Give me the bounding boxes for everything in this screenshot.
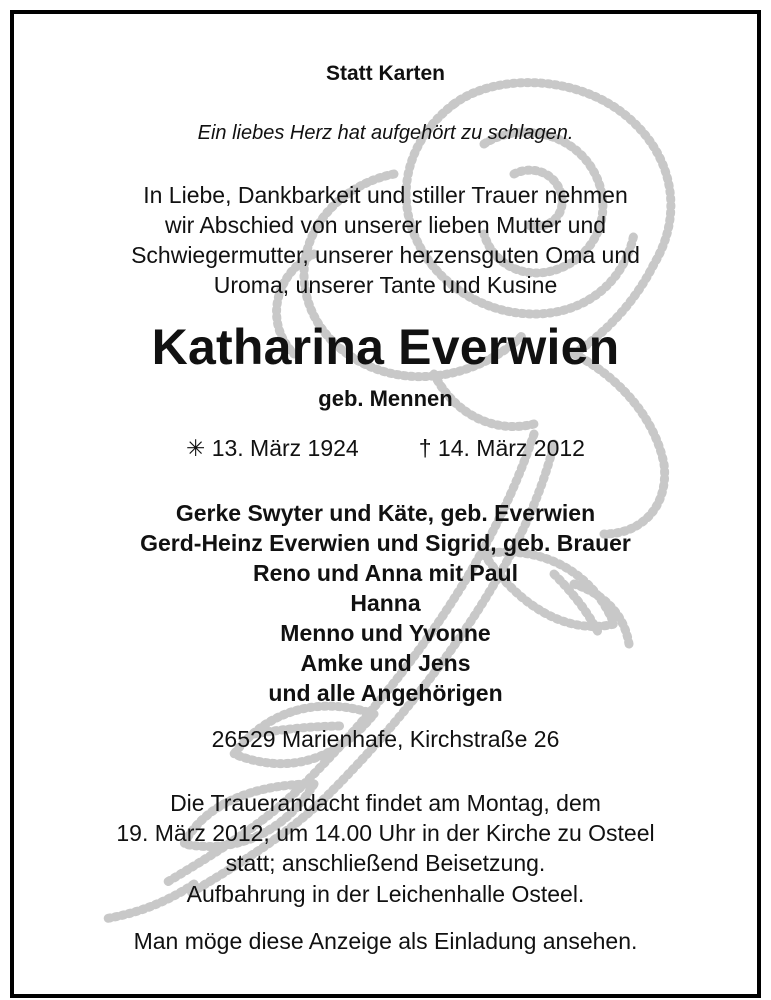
birth-name: geb. Mennen xyxy=(318,386,453,411)
mourner-line: Menno und Yvonne xyxy=(280,620,491,646)
viewing-info: Aufbahrung in der Leichenhalle Osteel. xyxy=(186,881,585,907)
intro-line: Uroma, unserer Tante und Kusine xyxy=(213,272,558,298)
invitation-note: Man möge diese Anzeige als Einladung ansehen. xyxy=(133,928,638,954)
service-details xyxy=(14,788,757,878)
family-address: 26529 Marienhafe, Kirchstraße 26 xyxy=(211,726,560,752)
notice-motto: Ein liebes Herz hat aufgehört zu schlagen. xyxy=(197,122,574,144)
mourners-list xyxy=(14,498,757,708)
intro-line: wir Abschied von unserer lieben Mutter und xyxy=(164,212,607,238)
death-date: † 14. März 2012 xyxy=(418,435,585,461)
mourner-line: Gerd-Heinz Everwien und Sigrid, geb. Brauer xyxy=(140,530,631,556)
mourner-line: Gerke Swyter und Käte, geb. Everwien xyxy=(175,500,596,526)
service-line: statt; anschließend Beisetzung. xyxy=(225,850,546,876)
service-line: 19. März 2012, um 14.00 Uhr in der Kirche zu Osteel xyxy=(116,820,655,846)
mourner-line: Hanna xyxy=(350,590,421,616)
intro-line: In Liebe, Dankbarkeit und stiller Trauer nehmen xyxy=(143,182,628,208)
mourner-line: Amke und Jens xyxy=(300,650,471,676)
obituary-notice xyxy=(10,10,761,998)
life-dates xyxy=(14,435,757,462)
intro-line: Schwiegermutter, unserer herzensguten Oma und xyxy=(131,242,640,268)
deceased-name: Katharina Everwien xyxy=(151,319,620,375)
intro-text xyxy=(14,180,757,300)
mourner-line: und alle Angehörigen xyxy=(268,680,503,706)
mourner-line: Reno und Anna mit Paul xyxy=(253,560,518,586)
birth-date: ✳ 13. März 1924 xyxy=(186,435,359,461)
service-line: Die Trauerandacht findet am Montag, dem xyxy=(170,790,601,816)
notice-heading: Statt Karten xyxy=(325,62,446,85)
